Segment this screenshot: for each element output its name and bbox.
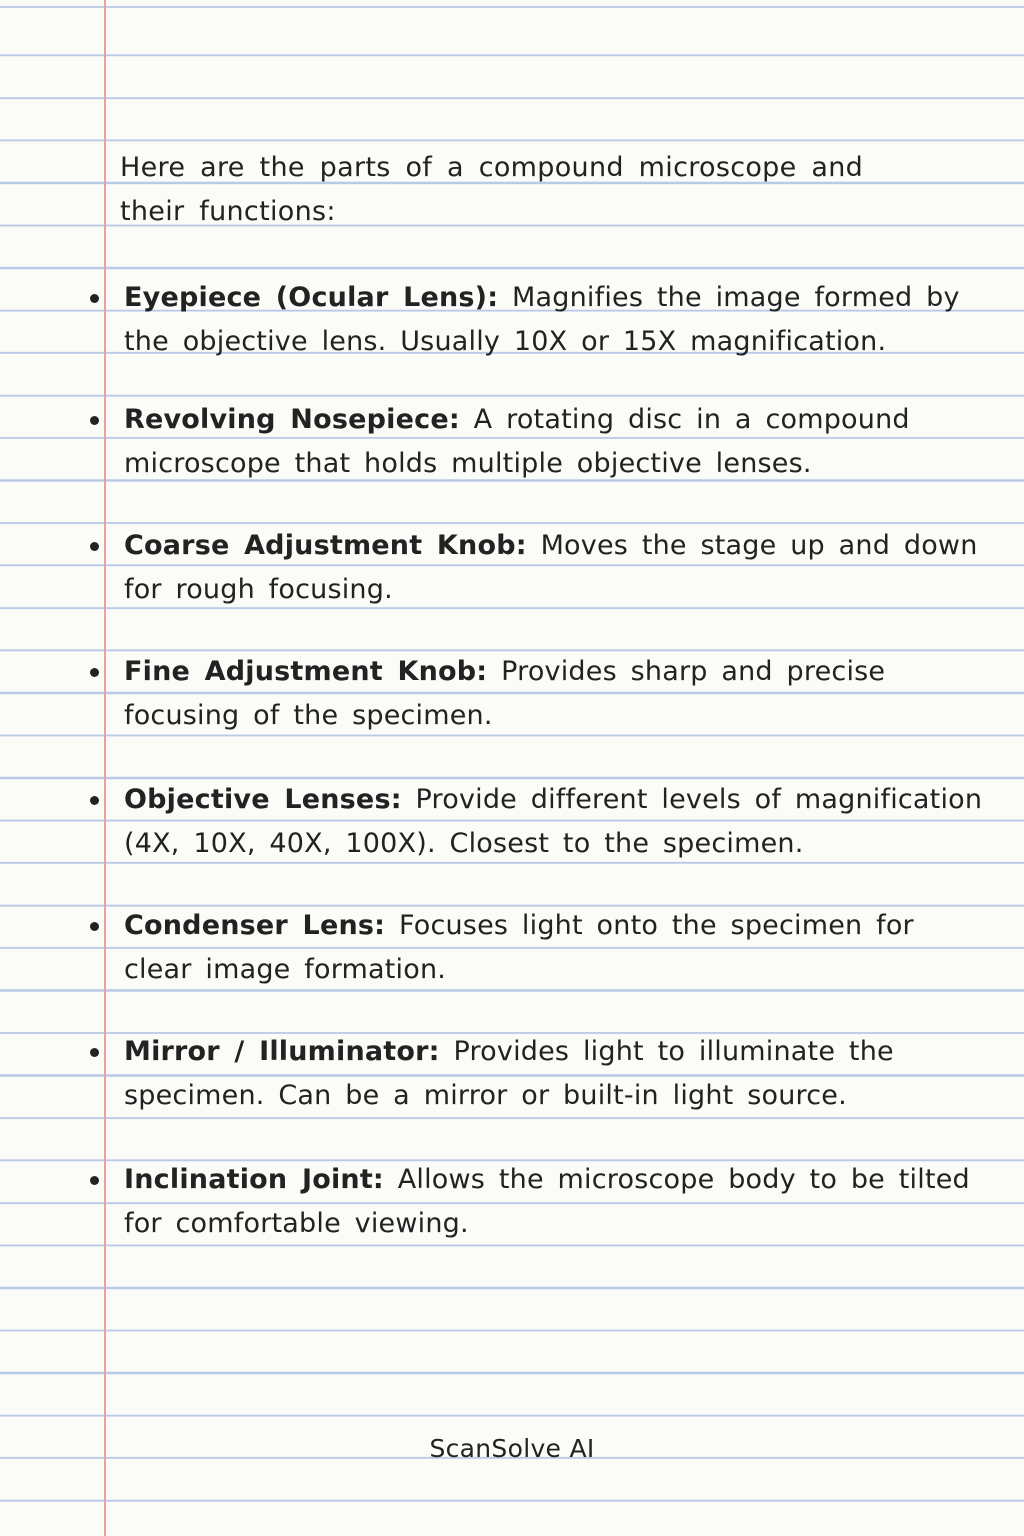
part-term: Fine Adjustment Knob: [124, 656, 488, 687]
part-term: Mirror / Illuminator: [124, 1036, 440, 1067]
part-description: Provides sharp and precise focusing of the specimen. [124, 656, 886, 731]
bullet-icon [90, 294, 99, 303]
part-description: A rotating disc in a compound microscope that holds multiple objective lenses. [124, 404, 910, 479]
part-term: Coarse Adjustment Knob: [124, 530, 527, 561]
bullet-icon [90, 1048, 99, 1057]
part-term: Objective Lenses: [124, 784, 402, 815]
footer-brand: ScanSolve AI [429, 1434, 595, 1463]
margin-line [104, 0, 106, 1536]
part-description: Provide different levels of magnification (4X, 10X, 40X, 100X). Closest to the specimen. [124, 784, 983, 859]
bullet-icon [90, 922, 99, 931]
intro-text: Here are the parts of a compound microscope and their functions: [120, 152, 864, 227]
bullet-icon [90, 542, 99, 551]
part-term: Inclination Joint: [124, 1164, 384, 1195]
part-description: Allows the microscope body to be tilted for comfortable viewing. [124, 1164, 970, 1239]
bullet-icon [90, 796, 99, 805]
bullet-icon [90, 668, 99, 677]
part-term: Eyepiece (Ocular Lens): [124, 282, 499, 313]
part-description: Magnifies the image formed by the objective lens. Usually 10X or 15X magnification. [124, 282, 960, 357]
bullet-icon [90, 1176, 99, 1185]
part-description: Provides light to illuminate the specimen. Can be a mirror or built-in light source. [124, 1036, 894, 1111]
part-description: Moves the stage up and down for rough focusing. [124, 530, 978, 605]
part-term: Condenser Lens: [124, 910, 386, 941]
bullet-icon [90, 416, 99, 425]
part-description: Focuses light onto the specimen for clear image formation. [124, 910, 914, 985]
part-term: Revolving Nosepiece: [124, 404, 460, 435]
